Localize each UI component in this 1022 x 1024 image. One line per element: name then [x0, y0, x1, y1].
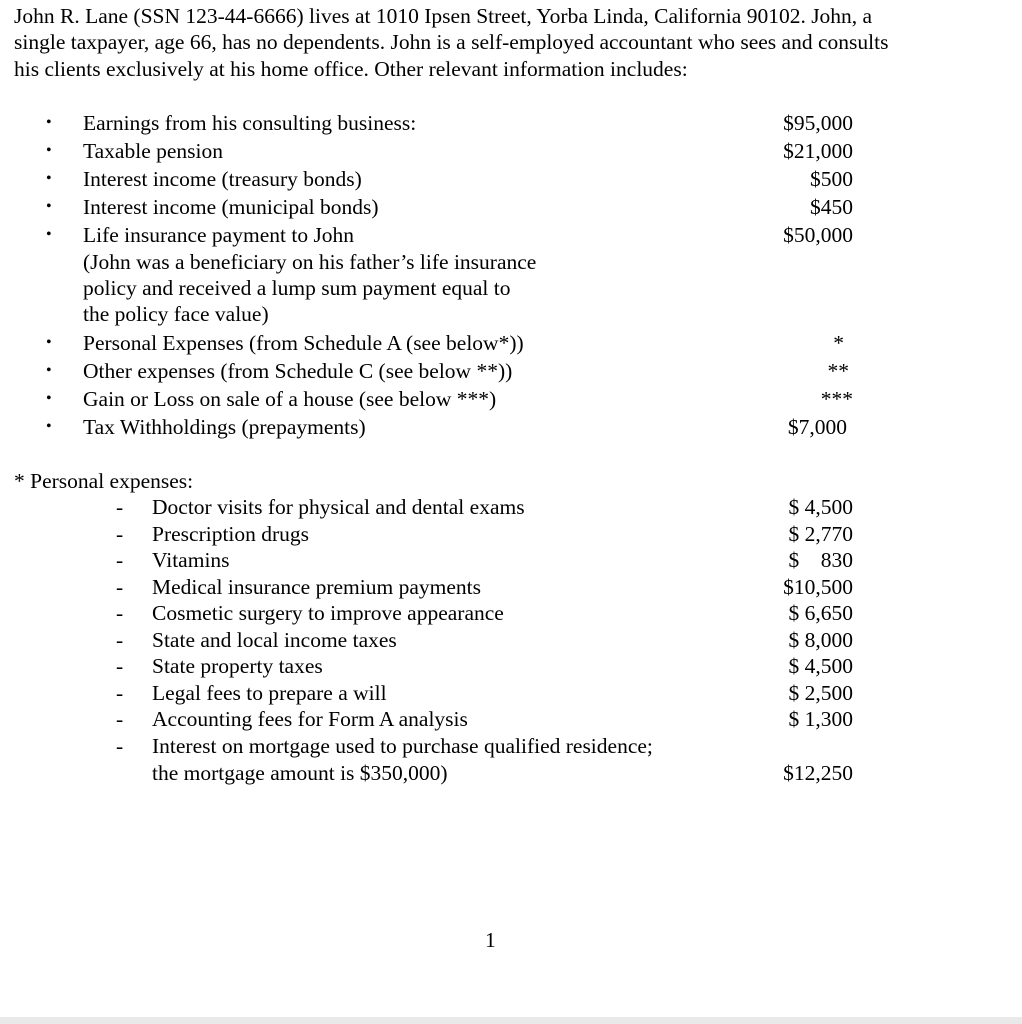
income-item-label: Other expenses (from Schedule C (see below **)) [83, 359, 513, 383]
expense-item-label: Legal fees to prepare a will [152, 681, 387, 705]
income-item-amount: $450 [810, 195, 853, 219]
personal-expenses-heading: * Personal expenses: [14, 469, 194, 493]
dash-icon: - [116, 548, 124, 572]
bullet-icon: • [46, 390, 52, 407]
dash-icon: - [116, 522, 124, 546]
bullet-icon: • [46, 170, 52, 187]
expense-item-label-continued: the mortgage amount is $350,000) [152, 761, 448, 785]
dash-icon: - [116, 575, 124, 599]
expense-item-label: Doctor visits for physical and dental exams [152, 495, 525, 519]
dash-icon: - [116, 734, 124, 758]
dash-icon: - [116, 707, 124, 731]
income-item-note: (John was a beneficiary on his father’s life insurance [83, 250, 537, 274]
expense-item-label: Vitamins [152, 548, 230, 572]
income-item-label: Interest income (municipal bonds) [83, 195, 379, 219]
dash-icon: - [116, 628, 124, 652]
bullet-icon: • [46, 362, 52, 379]
intro-line-3: his clients exclusively at his home office. Other relevant information includes: [14, 57, 688, 81]
bullet-icon: • [46, 226, 52, 243]
income-item-amount: ** [827, 359, 849, 383]
expense-item-amount: $ 8,000 [788, 628, 853, 652]
income-item-label: Taxable pension [83, 139, 223, 163]
intro-line-2: single taxpayer, age 66, has no dependents. John is a self-employed accountant who sees and consults [14, 30, 889, 54]
expense-item-amount: $ 2,500 [788, 681, 853, 705]
income-item-amount: *** [820, 387, 853, 411]
expense-item-label: Medical insurance premium payments [152, 575, 481, 599]
intro-line-1: John R. Lane (SSN 123-44-6666) lives at 1010 Ipsen Street, Yorba Linda, California 90102. John, a [14, 4, 873, 28]
expense-item-amount: $ 2,770 [788, 522, 853, 546]
expense-item-amount: $ 4,500 [788, 654, 853, 678]
page-number: 1 [485, 928, 496, 952]
expense-item-amount: $ 1,300 [788, 707, 853, 731]
dash-icon: - [116, 601, 124, 625]
bullet-icon: • [46, 418, 52, 435]
expense-item-label: Prescription drugs [152, 522, 310, 546]
expense-item-amount: $ 4,500 [788, 495, 853, 519]
dash-icon: - [116, 495, 124, 519]
income-item-label: Interest income (treasury bonds) [83, 167, 362, 191]
expense-item-label: State property taxes [152, 654, 323, 678]
expense-item-amount: $ 830 [788, 548, 853, 572]
income-item-note: the policy face value) [83, 302, 269, 326]
income-item-amount: * [833, 331, 844, 355]
expense-item-label: Cosmetic surgery to improve appearance [152, 601, 504, 625]
income-item-label: Earnings from his consulting business: [83, 111, 417, 135]
bullet-icon: • [46, 114, 52, 131]
expense-item-amount: $10,500 [783, 575, 853, 599]
expense-item-label: Interest on mortgage used to purchase qualified residence; [152, 734, 653, 758]
dash-icon: - [116, 654, 124, 678]
income-item-amount: $7,000 [787, 415, 847, 439]
bullet-icon: • [46, 334, 52, 351]
income-item-label: Life insurance payment to John [83, 223, 355, 247]
expense-item-label: State and local income taxes [152, 628, 397, 652]
income-item-note: policy and received a lump sum payment equal to [83, 276, 511, 300]
income-item-amount: $500 [810, 167, 853, 191]
income-item-amount: $95,000 [783, 111, 853, 135]
income-item-amount: $50,000 [783, 223, 853, 247]
viewer-bottom-edge [0, 1017, 1022, 1024]
income-item-label: Tax Withholdings (prepayments) [83, 415, 366, 439]
income-item-label: Personal Expenses (from Schedule A (see below*)) [83, 331, 524, 355]
dash-icon: - [116, 681, 124, 705]
expense-item-label: Accounting fees for Form A analysis [152, 707, 468, 731]
expense-item-amount: $ 6,650 [788, 601, 853, 625]
income-item-label: Gain or Loss on sale of a house (see below ***) [83, 387, 497, 411]
expense-item-amount: $12,250 [783, 761, 853, 785]
bullet-icon: • [46, 142, 52, 159]
income-item-amount: $21,000 [783, 139, 853, 163]
bullet-icon: • [46, 198, 52, 215]
